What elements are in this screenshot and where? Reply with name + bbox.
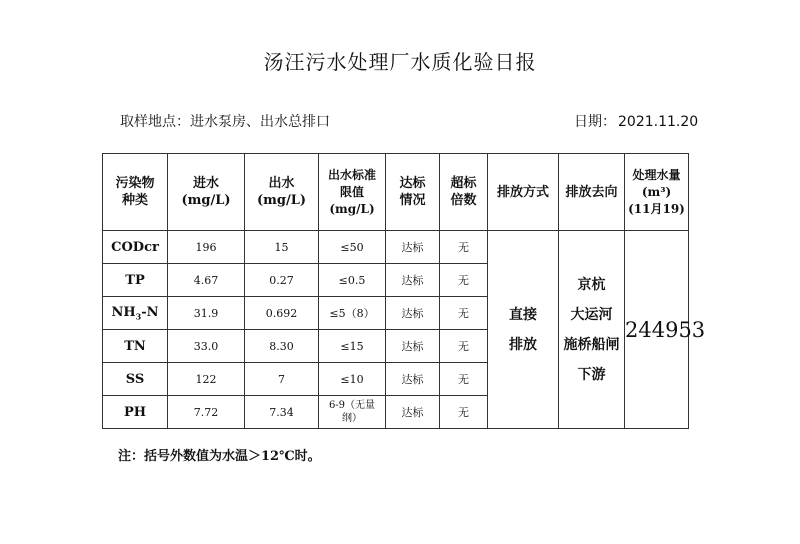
- status-cell: 达标: [386, 231, 440, 264]
- header-volume: 处理水量 (m³) (11月19): [625, 154, 689, 231]
- limit-cell: ≤5（8）: [319, 297, 386, 330]
- report-date: [574, 111, 700, 131]
- effluent-cell: 0.692: [245, 297, 319, 330]
- influent-cell: 33.0: [168, 330, 245, 363]
- exceed-cell: 无: [440, 330, 488, 363]
- date-label: 日期：: [574, 114, 616, 130]
- exceed-cell: 无: [440, 363, 488, 396]
- discharge-dest-cell: 京杭 大运河 施桥船闸 下游: [559, 231, 625, 429]
- influent-cell: 31.9: [168, 297, 245, 330]
- header-discharge-method: 排放方式: [488, 154, 559, 231]
- status-cell: 达标: [386, 264, 440, 297]
- pollutant-cell: SS: [103, 363, 168, 396]
- pollutant-cell: CODcr: [103, 231, 168, 264]
- pollutant-cell: TP: [103, 264, 168, 297]
- exceed-cell: 无: [440, 396, 488, 429]
- header-discharge-dest: 排放去向: [559, 154, 625, 231]
- exceed-cell: 无: [440, 264, 488, 297]
- limit-cell: ≤0.5: [319, 264, 386, 297]
- pollutant-cell: TN: [103, 330, 168, 363]
- header-row: [103, 154, 689, 231]
- header-exceed: 超标 倍数: [440, 154, 488, 231]
- discharge-method-cell: 直接 排放: [488, 231, 559, 429]
- table-row: [103, 231, 689, 264]
- status-cell: 达标: [386, 363, 440, 396]
- exceed-cell: 无: [440, 231, 488, 264]
- status-cell: 达标: [386, 330, 440, 363]
- effluent-cell: 7: [245, 363, 319, 396]
- header-influent: 进水 (mg/L): [168, 154, 245, 231]
- header-effluent: 出水 (mg/L): [245, 154, 319, 231]
- water-quality-table: [102, 153, 706, 429]
- pollutant-cell: $NH_3-N$: [103, 297, 168, 330]
- exceed-cell: 无: [440, 297, 488, 330]
- influent-cell: 4.67: [168, 264, 245, 297]
- influent-cell: 122: [168, 363, 245, 396]
- sampling-location: 取样地点：进水泵房、出水总排口: [120, 114, 330, 130]
- effluent-cell: 15: [245, 231, 319, 264]
- effluent-cell: 8.30: [245, 330, 319, 363]
- effluent-cell: 0.27: [245, 264, 319, 297]
- limit-cell: 6-9（无量 纲）: [319, 396, 386, 429]
- status-cell: 达标: [386, 297, 440, 330]
- influent-cell: 7.72: [168, 396, 245, 429]
- report-title: 汤汪污水处理厂水质化验日报: [263, 50, 537, 74]
- footnote: 注：括号外数值为水温＞12℃时。: [118, 449, 321, 464]
- header-pollutant: 污染物 种类: [103, 154, 168, 231]
- limit-cell: ≤10: [319, 363, 386, 396]
- pollutant-cell: PH: [103, 396, 168, 429]
- treated-volume-cell: 244953: [625, 231, 689, 429]
- effluent-cell: 7.34: [245, 396, 319, 429]
- influent-cell: 196: [168, 231, 245, 264]
- limit-cell: ≤15: [319, 330, 386, 363]
- limit-cell: ≤50: [319, 231, 386, 264]
- header-limit: 出水标准 限值 (mg/L): [319, 154, 386, 231]
- status-cell: 达标: [386, 396, 440, 429]
- date-value: 2021.11.20: [618, 114, 699, 130]
- header-compliance: 达标 情况: [386, 154, 440, 231]
